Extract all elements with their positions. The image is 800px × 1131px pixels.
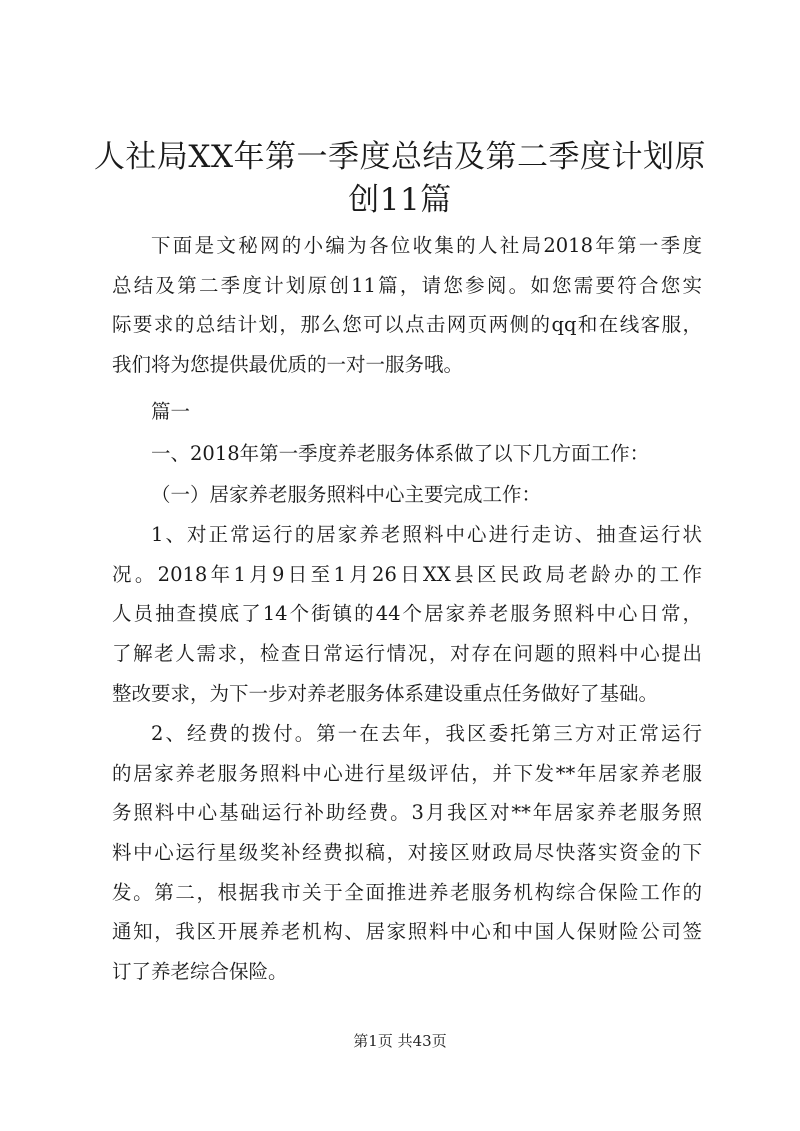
item-1-line: 整改要求，为下一步对养老服务体系建设重点任务做好了基础。 xyxy=(112,681,659,705)
item-1-line: 1、对正常运行的居家养老照料中心进行走访、抽查运行状 xyxy=(151,523,702,547)
heading-2-paragraph xyxy=(112,475,702,515)
item-1-line: 了解老人需求，检查日常运行情况，对存在问题的照料中心提出 xyxy=(112,641,702,665)
item-1-paragraph xyxy=(112,515,702,713)
page-footer xyxy=(0,1030,800,1051)
item-2-line: 通知，我区开展养老机构、居家照料中心和中国人保财险公司签 xyxy=(112,920,702,944)
title-line-2: 创11篇 xyxy=(348,182,452,218)
intro-paragraph xyxy=(112,226,702,384)
item-2-paragraph xyxy=(112,714,702,991)
heading-1-paragraph xyxy=(112,434,702,474)
intro-line: 总结及第二季度计划原创11篇，请您参阅。如您需要符合您实 xyxy=(112,273,702,297)
item-2-line: 发。第二，根据我市关于全面推进养老服务机构综合保险工作的 xyxy=(112,880,702,904)
section-heading-2: （一）居家养老服务照料中心主要完成工作： xyxy=(151,482,542,506)
item-1-line: 人员抽查摸底了14个街镇的44个居家养老服务照料中心日常， xyxy=(112,602,702,626)
title-line-1: 人社局XX年第一季度总结及第二季度计划原 xyxy=(93,139,707,175)
item-1-line: 况。2018年1月9日至1月26日XX县区民政局老龄办的工作 xyxy=(112,562,702,586)
item-2-line: 2、经费的拨付。第一在去年，我区委托第三方对正常运行 xyxy=(151,722,702,746)
page-number: 第1页 共43页 xyxy=(353,1032,447,1050)
intro-line: 下面是文秘网的小编为各位收集的人社局2018年第一季度 xyxy=(151,234,702,257)
intro-line: 际要求的总结计划，那么您可以点击网页两侧的qq和在线客服， xyxy=(112,313,702,337)
chapter-label-paragraph xyxy=(112,392,702,432)
document-title xyxy=(60,136,740,222)
item-2-line: 的居家养老服务照料中心进行星级评估，并下发**年居家养老服 xyxy=(112,761,702,785)
item-2-line: 务照料中心基础运行补助经费。3月我区对**年居家养老服务照 xyxy=(112,801,702,825)
item-2-line: 料中心运行星级奖补经费拟稿，对接区财政局尽快落实资金的下 xyxy=(112,840,702,864)
document-body xyxy=(112,226,702,991)
intro-line: 我们将为您提供最优质的一对一服务哦。 xyxy=(112,352,464,376)
chapter-label: 篇一 xyxy=(151,400,191,424)
section-heading-1: 一、2018年第一季度养老服务体系做了以下几方面工作： xyxy=(151,441,650,465)
item-2-line: 订了养老综合保险。 xyxy=(112,959,288,983)
